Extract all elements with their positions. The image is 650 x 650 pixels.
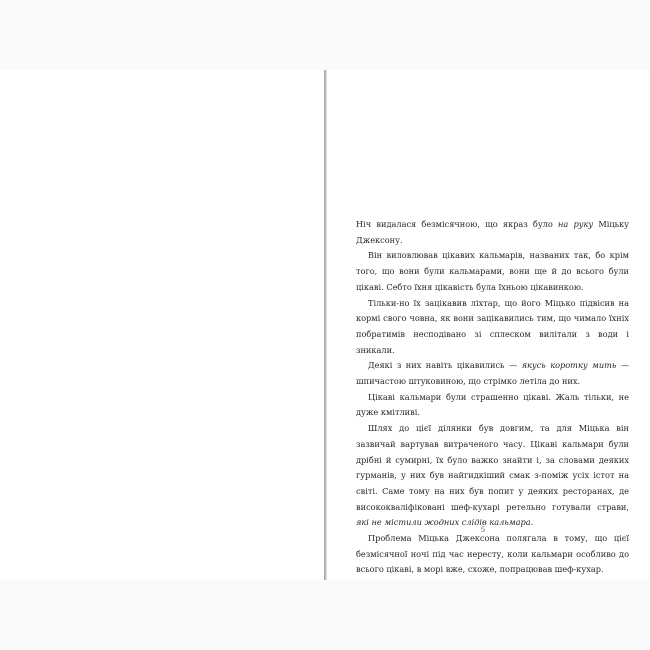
book-spread [0,70,650,580]
text-run: Він виловлював цікавих кальмарів, названих так, бо крім того, що вони були кальмарами, вони ще й до всього були цікаві. Себто їхня цікавість була їхньою цікавинкою. [356,250,629,292]
italic-text: які не містили жодних слідів кальмара. [356,517,534,528]
right-page [327,70,650,580]
paragraph [356,358,629,389]
text-run: Міцьку Джексону. [356,219,629,245]
text-run: Деякі з них навіть цікавились — [368,360,522,371]
text-run: — шпичастою штуковиною, що стрімко летіла до них. [356,360,630,387]
page-number: 5 [480,526,486,534]
page-text [356,217,629,578]
paragraph [356,531,629,578]
paragraph [356,390,629,421]
text-run: Шлях до цієї ділянки був довгим, та для Міцька він зазвичай вартував витраченого часу. Цікаві кальмари були дрібні й сумирні, їх було важко знайти і, за словами деяких гурманів, у них був найгидкіший смак з-поміж усіх істот на світі. Саме тому на них був попит у деяких ресторанах, де висококваліфіковані шеф-кухарі ретельно готували страви, [356,423,629,512]
italic-text: на руку [558,219,594,229]
paragraph [356,421,629,531]
text-run: Ніч видалася безмісячною, що якраз було [356,219,559,229]
text-run: Проблема Міцька Джексона полягала в тому, що цієї безмісячної ночі під час нересту, коли кальмари особливо до всього цікаві, в морі вже, схоже, попрацював шеф-кухар. [356,533,629,575]
italic-text: якусь коротку мить [521,360,617,371]
text-run: Тільки-но їх зацікавив ліхтар, що його Міцько підвісив на кормі свого човна, як вони зацікавились тим, що чимало їхніх побратимів несподівано зі сплеском вилітали з води і зникали. [356,297,629,355]
text-run: Цікаві кальмари були страшенно цікаві. Жаль тільки, не дуже кмітливі. [356,391,629,418]
left-page [0,70,325,580]
paragraph [356,217,629,248]
paragraph [356,296,629,359]
paragraph [356,248,629,295]
